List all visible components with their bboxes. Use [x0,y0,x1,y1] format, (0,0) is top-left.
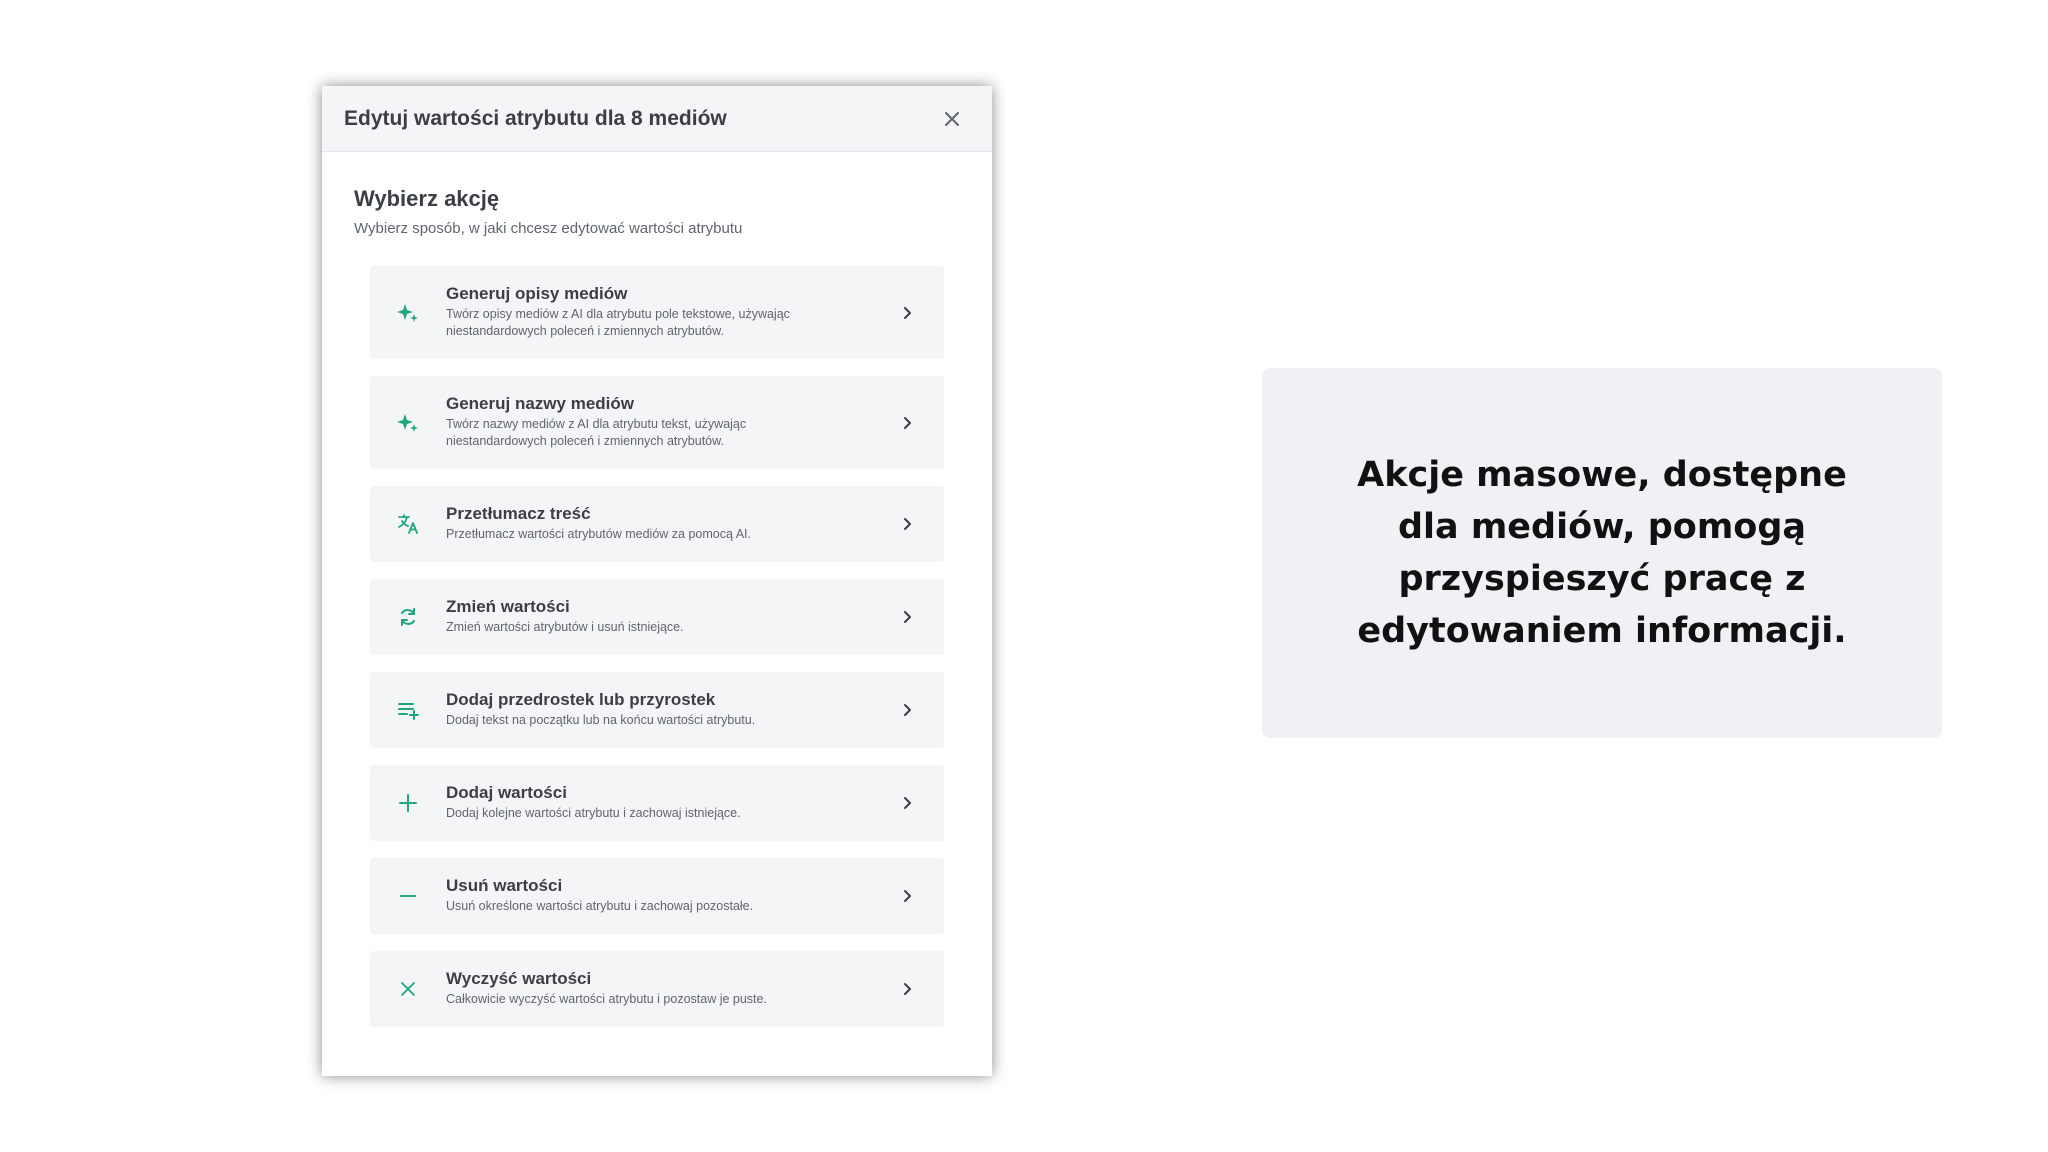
action-description: Całkowicie wyczyść wartości atrybutu i pozostaw je puste. [446,992,767,1006]
refresh-icon [396,605,420,629]
minus-icon [396,884,420,908]
action-description-line: Twórz nazwy mediów z AI dla atrybutu tekst, używając [446,417,747,431]
action-description [446,306,884,340]
action-change-values[interactable] [370,579,944,655]
chevron-right-icon [898,515,916,533]
action-description-line: Twórz opisy mediów z AI dla atrybutu pole tekstowe, używając [446,307,790,321]
modal-header [322,86,992,152]
action-list [370,266,944,1044]
action-title: Usuń wartości [446,876,563,895]
action-description: Usuń określone wartości atrybutu i zachowaj pozostałe. [446,899,754,913]
chevron-right-icon [898,794,916,812]
action-clear-values[interactable] [370,951,944,1027]
action-section [322,152,992,237]
info-callout [1262,368,1942,738]
close-button[interactable] [940,107,964,131]
action-title: Zmień wartości [446,597,570,616]
callout-text: Akcje masowe, dostępne dla mediów, pomogą przyspieszyć pracę z edytowaniem informacji. [1357,455,1847,651]
action-translate[interactable] [370,486,944,562]
action-remove-values[interactable] [370,858,944,934]
chevron-right-icon [898,701,916,719]
clear-icon [396,977,420,1001]
action-generate-names[interactable] [370,376,944,469]
chevron-right-icon [898,887,916,905]
modal-title: Edytuj wartości atrybutu dla 8 mediów [344,106,727,130]
section-subtitle: Wybierz sposób, w jaki chcesz edytować wartości atrybutu [354,220,743,237]
action-title: Przetłumacz treść [446,504,591,523]
chevron-right-icon [898,980,916,998]
action-title: Wyczyść wartości [446,969,592,988]
action-description: Przetłumacz wartości atrybutów mediów za pomocą AI. [446,527,751,541]
action-title: Dodaj wartości [446,783,567,802]
chevron-right-icon [898,304,916,322]
playlist-add-icon [396,698,420,722]
action-add-values[interactable] [370,765,944,841]
action-description: Dodaj tekst na początku lub na końcu wartości atrybutu. [446,713,756,727]
action-title: Generuj nazwy mediów [446,394,634,413]
action-generate-descriptions[interactable] [370,266,944,359]
sparkles-icon [396,411,420,435]
edit-attribute-modal [322,86,992,1076]
action-description-line: niestandardowych poleceń i zmiennych atrybutów. [446,434,724,448]
section-title: Wybierz akcję [354,186,500,211]
close-icon [940,107,964,131]
chevron-right-icon [898,608,916,626]
action-description-line: niestandardowych poleceń i zmiennych atrybutów. [446,324,724,338]
action-description [446,416,884,450]
plus-icon [396,791,420,815]
action-title: Generuj opisy mediów [446,284,628,303]
action-title: Dodaj przedrostek lub przyrostek [446,690,716,709]
action-description: Dodaj kolejne wartości atrybutu i zachowaj istniejące. [446,806,741,820]
chevron-right-icon [898,414,916,432]
sparkles-icon [396,301,420,325]
action-add-prefix-suffix[interactable] [370,672,944,748]
action-description: Zmień wartości atrybutów i usuń istniejące. [446,620,684,634]
translate-icon [396,512,420,536]
